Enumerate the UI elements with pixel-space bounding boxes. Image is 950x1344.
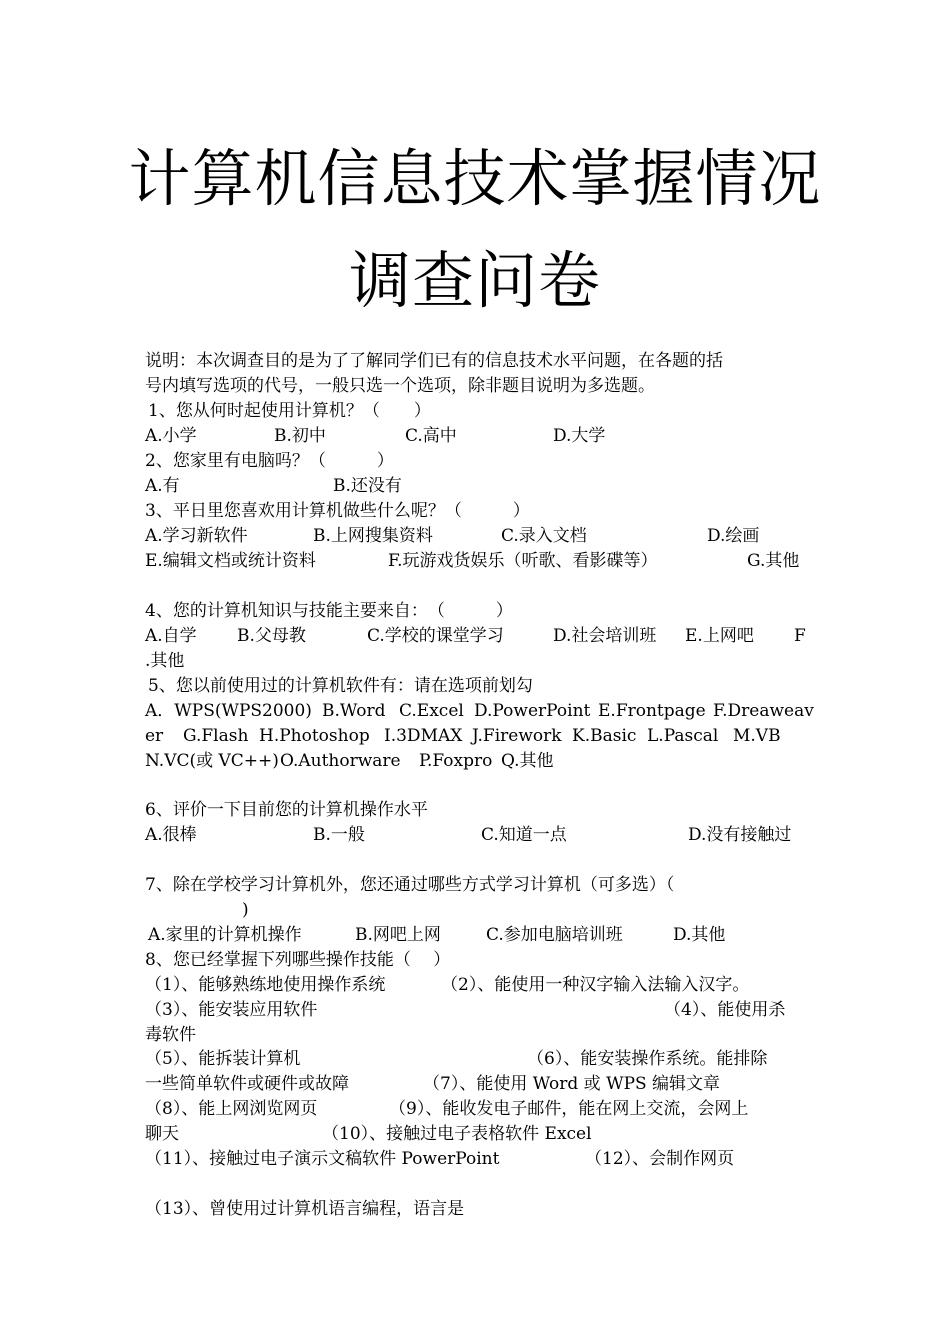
q1-question: 1、您从何时起使用计算机？（ ） xyxy=(148,401,431,421)
q5-software-h: H.Photoshop xyxy=(259,726,370,746)
q8-skill-10: （10）、接触过电子表格软件 Excel xyxy=(322,1124,592,1144)
q8-question: 8、您已经掌握下列哪些操作技能（ ） xyxy=(145,950,451,970)
q5-software-k: K.Basic xyxy=(572,726,637,746)
q8-skill-2: （2）、能使用一种汉字输入法输入汉字。 xyxy=(441,975,750,995)
q8-skill-7: （7）、能使用 Word 或 WPS 编辑文章 xyxy=(423,1074,721,1094)
q5-software-g: G.Flash xyxy=(183,726,249,746)
q8-skill-11: （11）、接触过电子演示文稿软件 PowerPoint xyxy=(145,1149,500,1169)
q7-option-c: C.参加电脑培训班 xyxy=(486,925,623,945)
q4-option-f-letter: F xyxy=(794,626,806,646)
q8-skill-5: （5）、能拆装计算机 xyxy=(145,1049,301,1069)
q8-skill-4: （4）、能使用杀 xyxy=(664,1000,786,1020)
q7-option-a: A.家里的计算机操作 xyxy=(148,925,302,945)
q6-question: 6、评价一下目前您的计算机操作水平 xyxy=(145,800,428,820)
q5-software-f: F.Dreaweav xyxy=(713,701,814,721)
q1-option-a: A.小学 xyxy=(145,426,197,446)
q5-software-q: Q.其他 xyxy=(501,751,554,771)
q3-option-e: E.编辑文档或统计资料 xyxy=(145,551,316,571)
q5-software-j: J.Firework xyxy=(472,726,562,746)
q5-software-d: D.PowerPoint xyxy=(474,701,591,721)
q8-skill-6: （6）、能安装操作系统。能排除 xyxy=(527,1049,768,1069)
q4-question: 4、您的计算机知识与技能主要来自： （ ） xyxy=(145,601,513,621)
q5-software-p: P.Foxpro xyxy=(419,751,493,771)
q5-software-o: O.Authorware xyxy=(280,751,401,771)
q1-option-b: B.初中 xyxy=(274,426,326,446)
q3-option-c: C.录入文档 xyxy=(501,526,587,546)
q5-software-c: C.Excel xyxy=(399,701,464,721)
q8-skill-13: （13）、曾使用过计算机语言编程，语言是 xyxy=(145,1199,465,1219)
q5-software-b: B.Word xyxy=(322,701,386,721)
q4-option-d: D.社会培训班 xyxy=(553,626,657,646)
q2-option-a: A.有 xyxy=(145,476,180,496)
q3-option-a: A.学习新软件 xyxy=(145,526,248,546)
q7-option-b: B.网吧上网 xyxy=(355,925,441,945)
q2-option-b: B.还没有 xyxy=(333,476,402,496)
q8-skill-3: （3）、能安装应用软件 xyxy=(145,1000,318,1020)
q5-question: 5、您以前使用过的计算机软件有：请在选项前划勾 xyxy=(148,676,533,696)
q5-software-n: N.VC(或 VC++) xyxy=(145,751,279,771)
q5-software-l: L.Pascal xyxy=(647,726,719,746)
q7-question: 7、除在学校学习计算机外，您还通过哪些方式学习计算机（可多选）（ xyxy=(145,875,675,895)
q7-question-end: ) xyxy=(242,900,249,920)
q8-skill-12: （12）、会制作网页 xyxy=(585,1149,735,1169)
intro-line-1: 说明：本次调查目的是为了了解同学们已有的信息技术水平问题，在各题的括 xyxy=(145,351,723,371)
q5-software-f-cont: er xyxy=(145,726,164,746)
q5-software-i: I.3DMAX xyxy=(384,726,463,746)
q4-option-e: E.上网吧 xyxy=(685,626,754,646)
q6-option-a: A.很棒 xyxy=(145,825,197,845)
q8-skill-9-cont: 聊天 xyxy=(145,1124,179,1144)
document-title-line-1: 计算机信息技术掌握情况 xyxy=(128,142,822,215)
q4-option-c: C.学校的课堂学习 xyxy=(367,626,504,646)
q4-option-a: A.自学 xyxy=(145,626,197,646)
q6-option-d: D.没有接触过 xyxy=(688,825,792,845)
q5-software-m: M.VB xyxy=(733,726,781,746)
q8-skill-8: （8）、能上网浏览网页 xyxy=(145,1099,318,1119)
q3-option-f: F.玩游戏货娱乐（听歌、看影碟等） xyxy=(388,551,658,571)
q3-option-b: B.上网搜集资料 xyxy=(313,526,433,546)
q8-skill-9: （9）、能收发电子邮件，能在网上交流，会网上 xyxy=(389,1099,749,1119)
q5-software-a: A．WPS(WPS2000) xyxy=(145,701,312,721)
q6-option-b: B.一般 xyxy=(313,825,365,845)
q8-skill-4-cont: 毒软件 xyxy=(145,1025,196,1045)
intro-line-2: 号内填写选项的代号，一般只选一个选项，除非题目说明为多选题。 xyxy=(145,376,655,396)
q8-skill-6-cont: 一些简单软件或硬件或故障 xyxy=(145,1074,349,1094)
q6-option-c: C.知道一点 xyxy=(481,825,567,845)
q4-option-b: B.父母教 xyxy=(237,626,306,646)
q1-option-d: D.大学 xyxy=(553,426,606,446)
q5-software-e: E.Frontpage xyxy=(598,701,706,721)
q4-option-f-label: .其他 xyxy=(145,651,185,671)
q3-question: 3、平日里您喜欢用计算机做些什么呢？（ ） xyxy=(145,501,530,521)
q3-option-d: D.绘画 xyxy=(707,526,760,546)
q7-option-d: D.其他 xyxy=(673,925,726,945)
q8-skill-1: （1）、能够熟练地使用操作系统 xyxy=(145,975,386,995)
q3-option-g: G.其他 xyxy=(747,551,800,571)
q2-question: 2、您家里有电脑吗？（ ） xyxy=(145,451,394,471)
document-title-line-2: 调查问卷 xyxy=(348,244,601,317)
q1-option-c: C.高中 xyxy=(405,426,457,446)
